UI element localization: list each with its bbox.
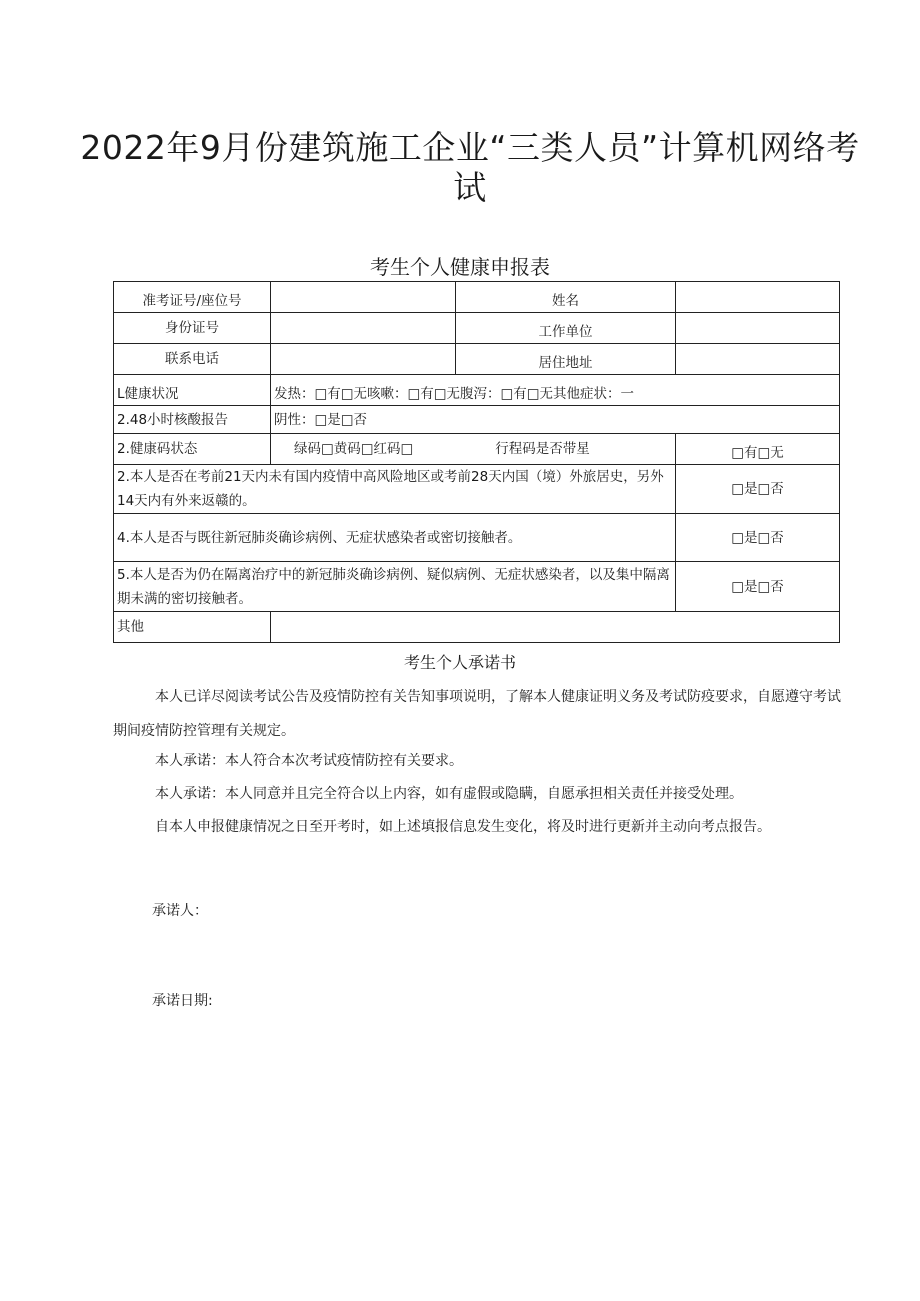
health-code-options[interactable]: 绿码□黄码□红码□: [294, 441, 414, 457]
question-travel-history: 2.本人是否在考前21天内未有国内疫情中高风险地区或考前28天内国（境）外旅居史，另外14天内有外来返赣的。: [114, 465, 676, 514]
id-number-field[interactable]: [271, 313, 456, 344]
trip-code-options[interactable]: □有□无: [676, 434, 840, 465]
sign-date-label: 承诺日期:: [152, 993, 213, 1009]
pledge-paragraph-4: 自本人申报健康情况之日至开考时，如上述填报信息发生变化，将及时进行更新并主动向考点报告。: [155, 819, 771, 835]
pledge-paragraph-1: 本人已详尽阅读考试公告及疫情防控有关告知事项说明，了解本人健康证明义务及考试防疫要求，自愿遵守考试期间疫情防控管理有关规定。: [113, 689, 841, 739]
nat-report-label: 2.48小时核酸报告: [114, 406, 271, 434]
name-field[interactable]: [676, 282, 840, 313]
signer-label: 承诺人：: [152, 903, 208, 919]
pledge-paragraph-3: 本人承诺：本人同意并且完全符合以上内容，如有虚假或隐瞒，自愿承担相关责任并接受处理。: [155, 786, 743, 802]
form-title: 考生个人健康申报表: [370, 255, 550, 279]
exam-id-field[interactable]: [271, 282, 456, 313]
phone-field[interactable]: [271, 344, 456, 375]
pledge-paragraph-2: 本人承诺：本人符合本次考试疫情防控有关要求。: [155, 753, 463, 769]
pledge-title: 考生个人承诺书: [403, 653, 516, 672]
address-label: 居住地址: [456, 344, 676, 375]
health-declaration-table: [113, 281, 840, 643]
health-status-options[interactable]: 发热：□有□无咳嗽：□有□无腹泻：□有□无其他症状：一: [271, 375, 840, 406]
nat-report-options[interactable]: 阴性：□是□否: [271, 406, 840, 434]
id-number-label: 身份证号: [114, 313, 271, 344]
trip-code-label: 行程码是否带星: [495, 441, 590, 457]
address-field[interactable]: [676, 344, 840, 375]
exam-id-label: 准考证号/座位号: [114, 282, 271, 313]
health-code-cell: [271, 434, 676, 465]
question-isolation-status-options[interactable]: □是□否: [676, 562, 840, 612]
document-title: 2022年9月份建筑施工企业“三类人员”计算机网络考试: [80, 128, 860, 207]
employer-field[interactable]: [676, 313, 840, 344]
question-contact-history-options[interactable]: □是□否: [676, 514, 840, 562]
other-label: 其他: [114, 612, 271, 643]
name-label: 姓名: [456, 282, 676, 313]
question-contact-history: 4.本人是否与既往新冠肺炎确诊病例、无症状感染者或密切接触者。: [114, 514, 676, 562]
question-isolation-status: 5.本人是否为仍在隔离治疗中的新冠肺炎确诊病例、疑似病例、无症状感染者，以及集中隔离期未满的密切接触者。: [114, 562, 676, 612]
phone-label: 联系电话: [114, 344, 271, 375]
health-code-label: 2.健康码状态: [114, 434, 271, 465]
other-field[interactable]: [271, 612, 840, 643]
question-travel-history-options[interactable]: □是□否: [676, 465, 840, 514]
employer-label: 工作单位: [456, 313, 676, 344]
health-status-label: L健康状况: [114, 375, 271, 406]
